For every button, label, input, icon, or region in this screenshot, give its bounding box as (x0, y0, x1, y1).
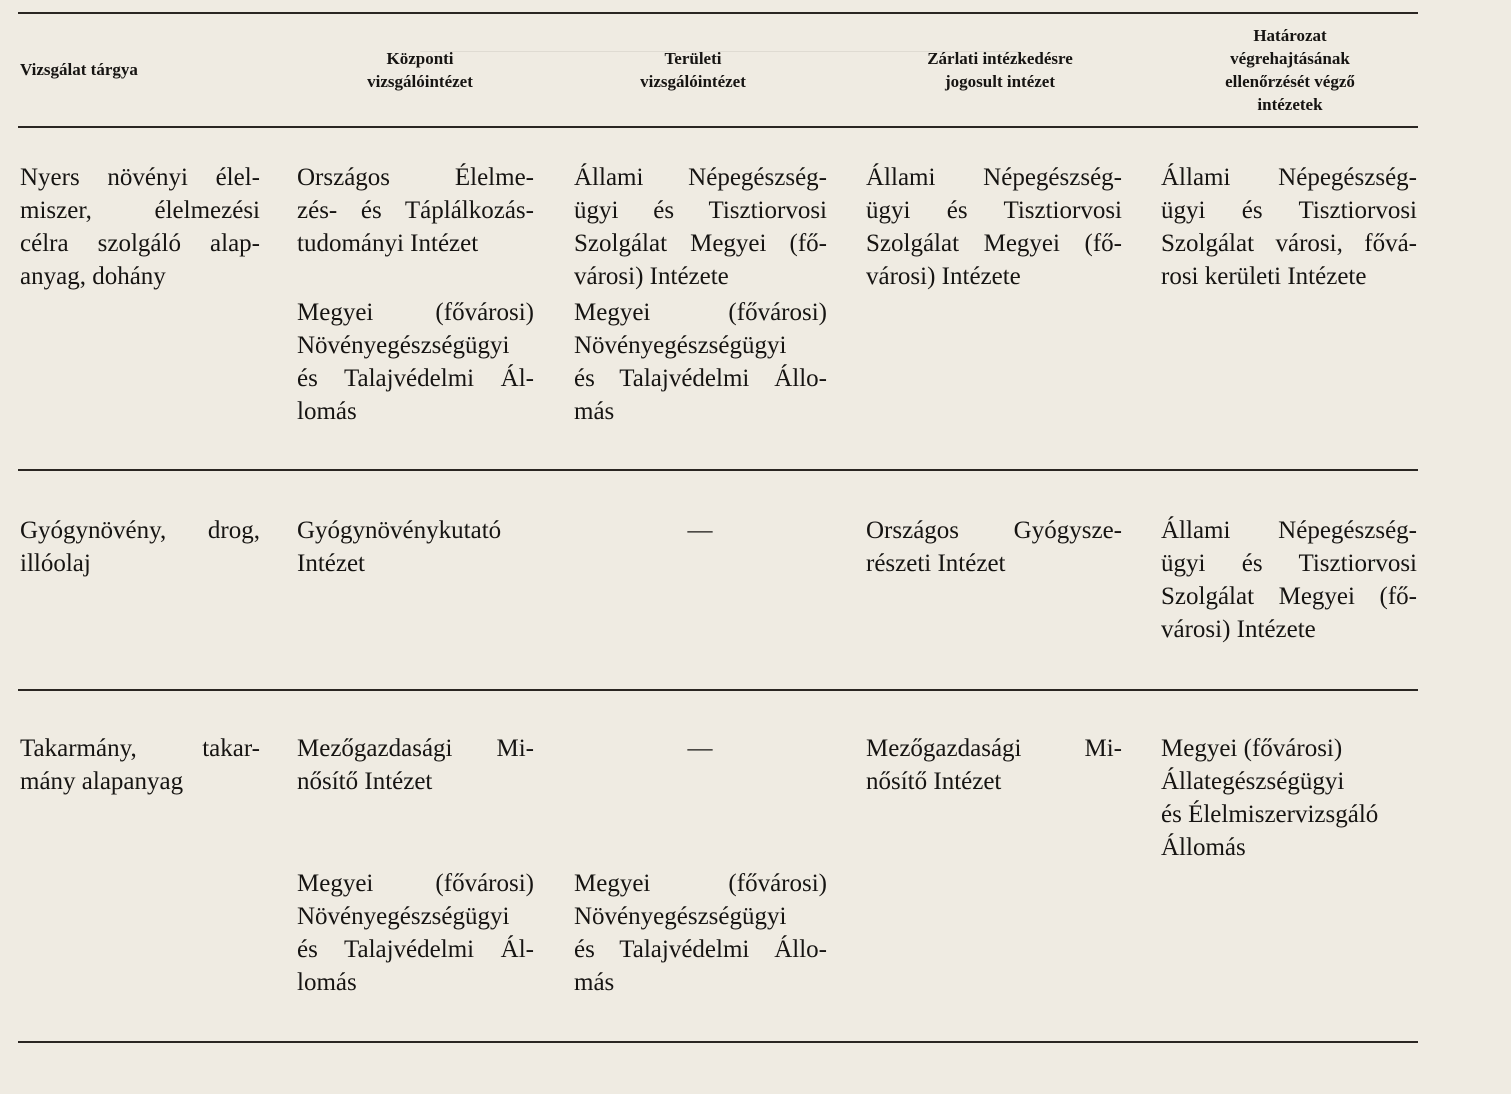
header-quarantine: Zárlati intézkedésre jogosult intézet (927, 49, 1073, 91)
row-2-quarantine: Országos Gyógysze- részeti Intézet (866, 517, 1122, 577)
header-regional: Területi vizsgálóintézet (640, 49, 746, 91)
row-3-verification: Megyei (fővárosi) Állategészségügyi és Élelmiszervizsgáló Állomás (1161, 735, 1379, 861)
header-bottom-rule (18, 126, 1418, 128)
row-1-central-1: Országos Élelme- zés- és Táplálkozás- tudományi Intézet (297, 164, 534, 257)
header-subject: Vizsgálat tárgya (20, 60, 138, 79)
row-2-bottom-rule (18, 689, 1418, 691)
row-1-regional-2: Megyei (fővárosi) Növényegészségügyi és Talajvédelmi Állo- más (574, 299, 827, 425)
row-1-regional-1: Állami Népegészség- ügyi és Tisztiorvosi Szolgálat Megyei (fő- városi) Intézete (574, 164, 827, 290)
row-3-regional-empty: — (687, 735, 713, 762)
row-2-central-1: Gyógynövénykutató Intézet (297, 517, 502, 577)
row-3-central-1: Mezőgazdasági Mi- nősítő Intézet (297, 735, 534, 795)
row-3-central-2: Megyei (fővárosi) Növényegészségügyi és Talajvédelmi Ál- lomás (297, 870, 534, 996)
row-2-verification: Állami Népegészség- ügyi és Tisztiorvosi Szolgálat Megyei (fő- városi) Intézete (1161, 517, 1417, 643)
row-1-bottom-rule (18, 469, 1418, 471)
row-2-subject: Gyógynövény, drog, illóolaj (20, 517, 260, 577)
row-3-subject: Takarmány, takar- mány alapanyag (20, 735, 260, 795)
header-verification: Határozat végrehajtásának ellenőrzését végző intézetek (1225, 26, 1355, 114)
header-central: Központi vizsgálóintézet (367, 49, 473, 91)
table-top-rule (18, 12, 1418, 14)
row-3-regional-2: Megyei (fővárosi) Növényegészségügyi és Talajvédelmi Állo- más (574, 870, 827, 996)
row-1-quarantine: Állami Népegészség- ügyi és Tisztiorvosi Szolgálat Megyei (fő- városi) Intézete (866, 164, 1122, 290)
row-1-verification: Állami Népegészség- ügyi és Tisztiorvosi Szolgálat városi, fővá- rosi kerületi Intézete (1161, 164, 1417, 290)
row-1-subject: Nyers növényi élel- miszer, élelmezési célra szolgáló alap- anyag, dohány (20, 164, 260, 290)
row-3-quarantine: Mezőgazdasági Mi- nősítő Intézet (866, 735, 1122, 795)
table-bottom-rule (18, 1041, 1418, 1043)
row-1-central-2: Megyei (fővárosi) Növényegészségügyi és Talajvédelmi Ál- lomás (297, 299, 534, 425)
row-2-regional-empty: — (687, 517, 713, 544)
